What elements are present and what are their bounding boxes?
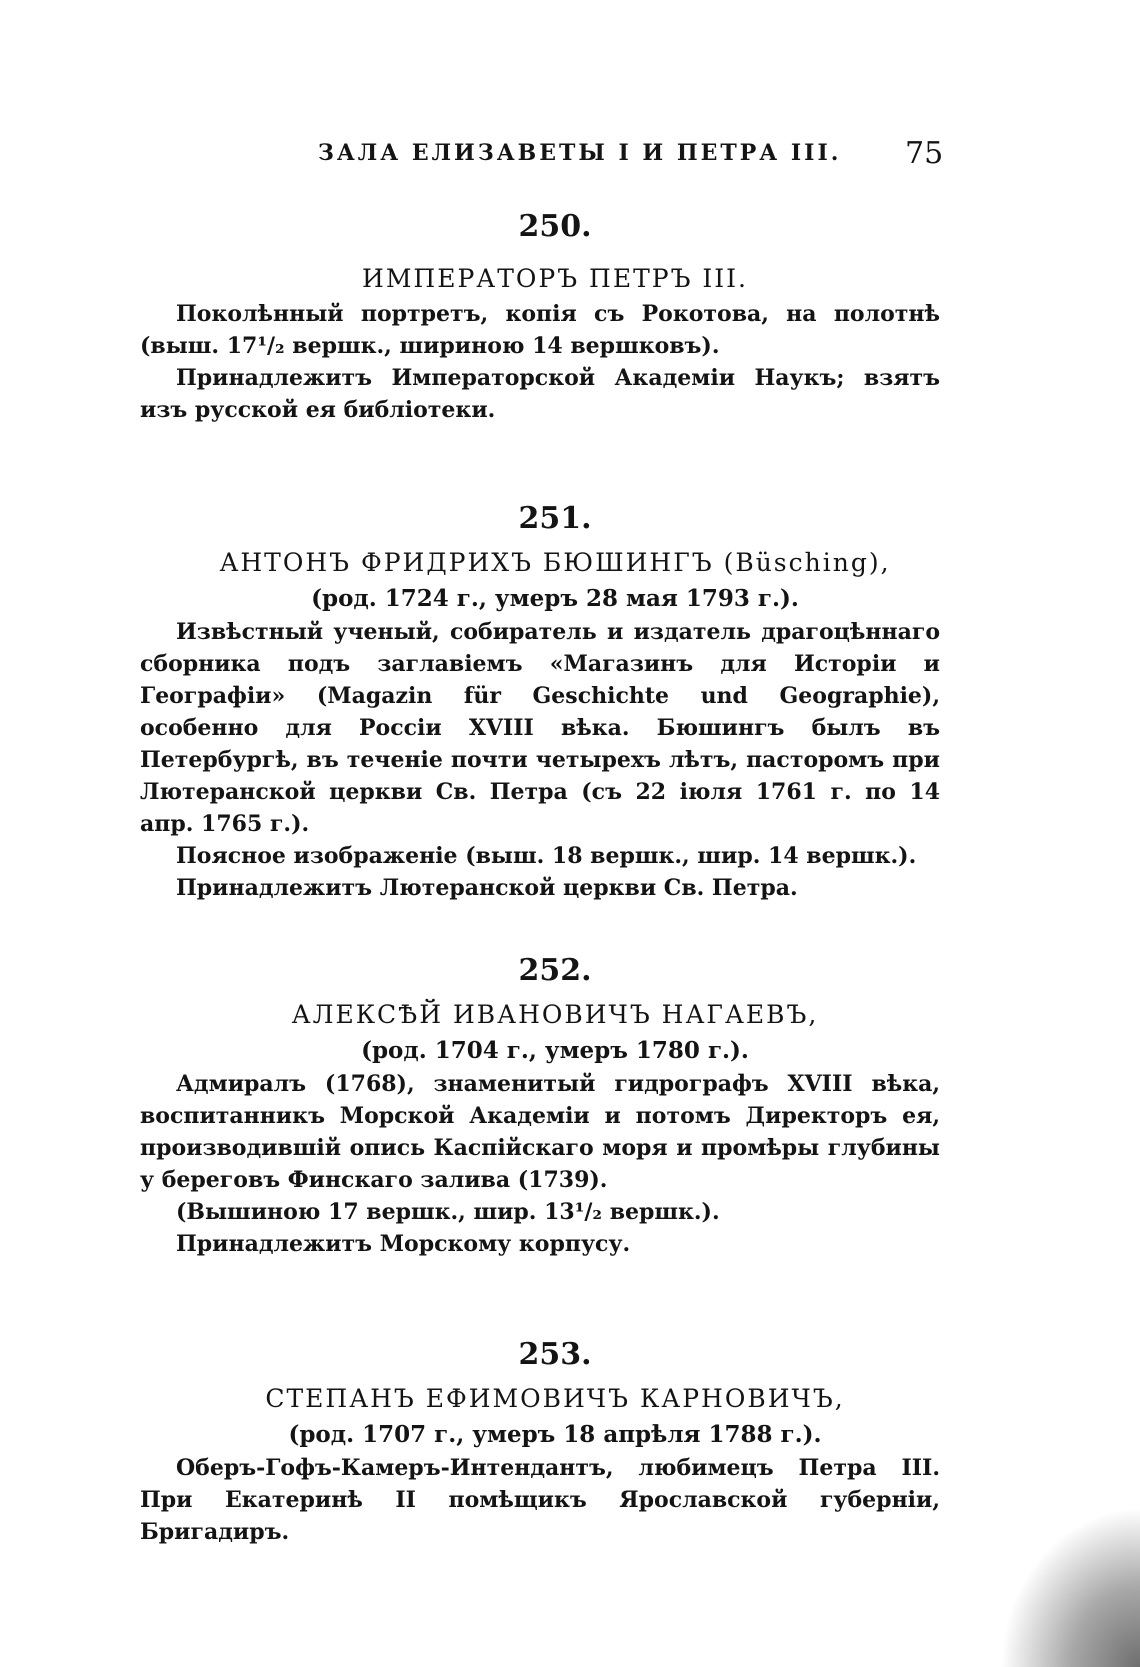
entry-dimensions: (Вышиною 17 вершк., шир. 13¹/₂ вершк.).	[176, 1199, 720, 1225]
page-corner-shadow	[1000, 1507, 1140, 1667]
entry-description: Извѣстный ученый, собиратель и издатель драгоцѣннаго сборника подъ заглавіемъ «Магазинъ для Исторіи и Географіи» (Magazin für Geschichte und Geographie), особенно для Россіи XVIII вѣка. Бюшингъ былъ въ Петербургѣ, въ теченіе почти четырехъ лѣтъ, пасторомъ при Лютеранской церкви Св. Петра (съ 22 іюля 1761 г. по 14 апр. 1765 г.).	[140, 619, 940, 837]
entry-ownership: Принадлежитъ Императорской Академіи Наукъ; взятъ изъ русской ея библіотеки.	[140, 365, 940, 423]
entry-number: 253.	[518, 1337, 592, 1372]
page-number: 75	[905, 136, 944, 171]
entry-name: ИМПЕРАТОРЪ ПЕТРЪ III.	[362, 264, 748, 293]
catalog-entry-253	[140, 1336, 940, 1548]
entry-dates: (род. 1707 г., умеръ 18 апрѣля 1788 г.).	[288, 1421, 822, 1448]
entry-number: 250.	[518, 209, 592, 244]
entry-name: СТЕПАНЪ ЕФИМОВИЧЪ КАРНОВИЧЪ,	[265, 1384, 845, 1413]
entry-description: Адмиралъ (1768), знаменитый гидрографъ XVIII вѣка, воспитанникъ Морской Академіи и потомъ Директоръ ея, производившій опись Каспійскаго моря и промѣры глубины у береговъ Финскаго залива (1739).	[140, 1071, 940, 1193]
running-head: ЗАЛА ЕЛИЗАВЕТЫ I И ПЕТРА III.	[318, 140, 842, 166]
entry-ownership: Принадлежитъ Лютеранской церкви Св. Петра.	[176, 875, 798, 901]
entry-dates: (род. 1704 г., умеръ 1780 г.).	[361, 1037, 749, 1064]
entry-number: 251.	[518, 501, 592, 536]
entry-ownership: Принадлежитъ Морскому корпусу.	[176, 1231, 631, 1257]
catalog-entry-250	[140, 208, 940, 426]
catalog-entry-251	[140, 500, 940, 904]
entry-number: 252.	[518, 953, 592, 988]
entry-dates: (род. 1724 г., умеръ 28 мая 1793 г.).	[311, 585, 799, 612]
entry-dimensions: Поясное изображеніе (выш. 18 вершк., шир. 14 вершк.).	[176, 843, 917, 869]
catalog-entry-252	[140, 952, 940, 1260]
entry-name: АНТОНЪ ФРИДРИХЪ БЮШИНГЪ (Büsching),	[219, 548, 891, 577]
entry-description: Оберъ-Гофъ-Камеръ-Интендантъ, любимецъ Петра III. При Екатеринѣ II помѣщикъ Ярославской губерніи, Бригадиръ.	[140, 1455, 940, 1545]
entry-description: Поколѣнный портретъ, копія съ Рокотова, на полотнѣ (выш. 17¹/₂ вершк., шириною 14 вершковъ).	[140, 301, 940, 359]
entry-name: АЛЕКСѢЙ ИВАНОВИЧЪ НАГАЕВЪ,	[291, 1000, 819, 1029]
